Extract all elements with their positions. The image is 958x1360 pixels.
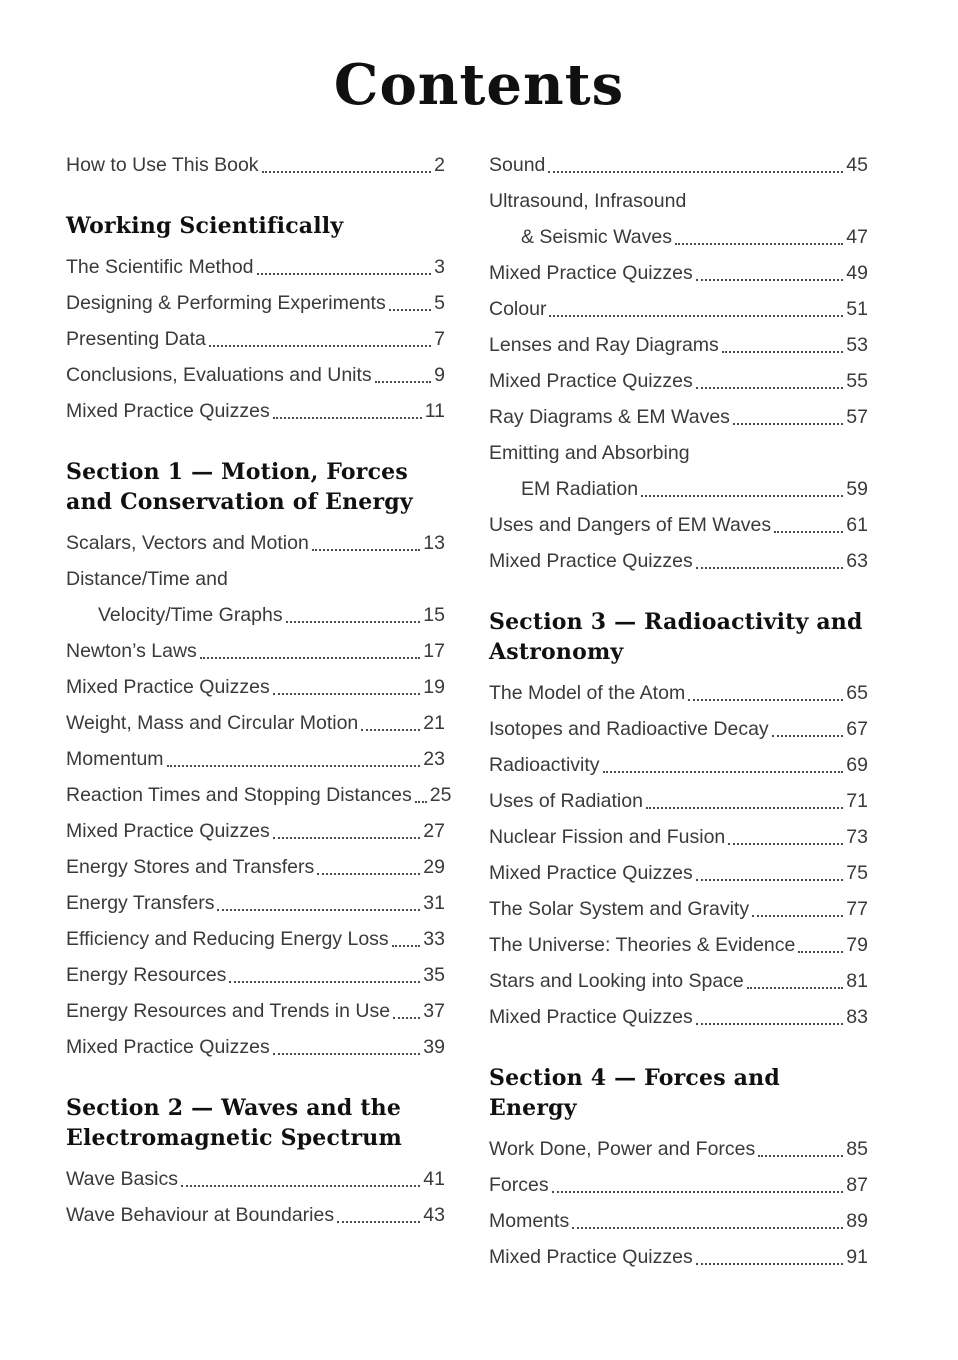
page-number: 13	[423, 532, 445, 554]
toc-entry	[66, 1036, 445, 1059]
page-number: 9	[434, 364, 445, 386]
toc-entry-first-line	[489, 442, 868, 465]
dot-leader	[273, 1053, 421, 1055]
entry-label: Mixed Practice Quizzes	[489, 1006, 693, 1028]
page-number: 65	[846, 682, 868, 704]
section-heading: Section 1 — Motion, Forces and Conservation of Energy	[66, 459, 413, 515]
entry-label: Lenses and Ray Diagrams	[489, 334, 719, 356]
entry-label: Ray Diagrams & EM Waves	[489, 406, 730, 428]
page-number: 49	[846, 262, 868, 284]
dot-leader	[646, 807, 843, 809]
entry-label: Reaction Times and Stopping Distances	[66, 784, 412, 806]
toc-entry	[489, 1246, 868, 1269]
toc-entry	[66, 820, 445, 843]
entry-label: Mixed Practice Quizzes	[66, 820, 270, 842]
entry-label: Newton’s Laws	[66, 640, 197, 662]
page-number: 25	[429, 784, 452, 806]
entry-label: The Model of the Atom	[489, 682, 686, 704]
page-number: 41	[423, 1168, 445, 1190]
toc-entry	[489, 550, 868, 573]
dot-leader	[758, 1155, 843, 1157]
page-number: 39	[423, 1036, 445, 1058]
dot-leader	[696, 567, 844, 569]
dot-leader	[312, 549, 421, 551]
page-number: 63	[846, 550, 868, 572]
dot-leader	[728, 843, 843, 845]
entry-label: Moments	[489, 1210, 570, 1232]
page-number: 47	[846, 226, 868, 248]
entry-label: The Scientific Method	[66, 256, 254, 278]
dot-leader	[675, 243, 843, 245]
dot-leader	[392, 945, 421, 947]
entry-label: Conclusions, Evaluations and Units	[66, 364, 372, 386]
page-number: 19	[423, 676, 445, 698]
entry-label: Mixed Practice Quizzes	[489, 370, 693, 392]
dot-leader	[696, 387, 844, 389]
page-number: 21	[423, 712, 445, 734]
page-number: 59	[846, 478, 868, 500]
toc-entry	[66, 604, 445, 627]
entry-label: Designing & Performing Experiments	[66, 292, 386, 314]
entry-label: Weight, Mass and Circular Motion	[66, 712, 359, 734]
dot-leader	[641, 495, 843, 497]
entry-label: Isotopes and Radioactive Decay	[489, 718, 769, 740]
dot-leader	[603, 771, 844, 773]
dot-leader	[217, 909, 420, 911]
toc-entry	[66, 532, 445, 555]
toc-entry	[66, 748, 445, 771]
entry-label: Energy Transfers	[66, 892, 215, 914]
page-number: 11	[424, 400, 445, 422]
entry-label: Mixed Practice Quizzes	[489, 1246, 693, 1268]
toc-entry	[66, 856, 445, 879]
dot-leader	[286, 621, 421, 623]
entry-label: Energy Resources	[66, 964, 227, 986]
toc-entry	[66, 1204, 445, 1227]
page-number: 2	[434, 154, 445, 176]
entry-label: & Seismic Waves	[521, 226, 672, 248]
page-number: 3	[434, 256, 445, 278]
dot-leader	[229, 981, 420, 983]
page-number: 67	[846, 718, 868, 740]
page-number: 17	[423, 640, 445, 662]
toc-entry	[489, 898, 868, 921]
toc-entry	[489, 754, 868, 777]
entry-label: Radioactivity	[489, 754, 600, 776]
dot-leader	[774, 531, 843, 533]
page-number: 5	[434, 292, 445, 314]
entry-label: Mixed Practice Quizzes	[66, 676, 270, 698]
entry-label: Mixed Practice Quizzes	[489, 862, 693, 884]
toc-entry-first-line	[66, 568, 445, 591]
toc-entry	[66, 400, 445, 423]
page-number: 29	[423, 856, 445, 878]
dot-leader	[688, 699, 843, 701]
entry-label: Presenting Data	[66, 328, 206, 350]
page-number: 83	[846, 1006, 868, 1028]
dot-leader	[273, 837, 421, 839]
page-number: 35	[423, 964, 445, 986]
toc-entry	[66, 712, 445, 735]
entry-label: Mixed Practice Quizzes	[66, 1036, 270, 1058]
toc-entry	[66, 154, 445, 177]
dot-leader	[375, 381, 431, 383]
dot-leader	[696, 1023, 844, 1025]
entry-label: How to Use This Book	[66, 154, 259, 176]
dot-leader	[696, 1263, 844, 1265]
entry-label: Mixed Practice Quizzes	[489, 550, 693, 572]
page-number: 61	[846, 514, 868, 536]
toc-entry	[489, 718, 868, 741]
section-heading: Working Scientifically	[66, 213, 344, 239]
section-heading: Section 4 — Forces and Energy	[489, 1065, 780, 1121]
dot-leader	[389, 309, 431, 311]
toc-entry	[489, 226, 868, 249]
dot-leader	[393, 1017, 420, 1019]
entry-label: Forces	[489, 1174, 549, 1196]
page-number: 45	[846, 154, 868, 176]
dot-leader	[200, 657, 421, 659]
toc-entry	[489, 862, 868, 885]
page-number: 89	[846, 1210, 868, 1232]
entry-label: Energy Stores and Transfers	[66, 856, 315, 878]
dot-leader	[549, 315, 843, 317]
page-number: 7	[434, 328, 445, 350]
toc-entry	[66, 1168, 445, 1191]
page-number: 75	[846, 862, 868, 884]
toc-entry	[489, 1006, 868, 1029]
dot-leader	[209, 345, 431, 347]
dot-leader	[552, 1191, 844, 1193]
dot-leader	[798, 951, 843, 953]
page-number: 55	[846, 370, 868, 392]
toc-entry	[489, 514, 868, 537]
page-number: 23	[423, 748, 445, 770]
toc-column-right	[489, 154, 868, 1282]
toc-entry	[66, 676, 445, 699]
dot-leader	[181, 1185, 420, 1187]
dot-leader	[572, 1227, 843, 1229]
dot-leader	[361, 729, 420, 731]
page-number: 81	[846, 970, 868, 992]
toc-entry	[489, 298, 868, 321]
entry-label: Efficiency and Reducing Energy Loss	[66, 928, 389, 950]
toc-entry	[66, 928, 445, 951]
dot-leader	[548, 171, 843, 173]
entry-label: Uses of Radiation	[489, 790, 643, 812]
page-number: 85	[846, 1138, 868, 1160]
entry-label: Mixed Practice Quizzes	[489, 262, 693, 284]
toc-columns	[66, 154, 892, 1282]
entry-label: EM Radiation	[521, 478, 639, 500]
entry-label: Mixed Practice Quizzes	[66, 400, 270, 422]
page-number: 91	[846, 1246, 868, 1268]
entry-label: Wave Behaviour at Boundaries	[66, 1204, 335, 1226]
toc-entry	[66, 256, 445, 279]
page-number: 71	[846, 790, 868, 812]
entry-label: Emitting and Absorbing	[489, 442, 690, 464]
toc-entry	[489, 478, 868, 501]
toc-entry	[66, 640, 445, 663]
dot-leader	[167, 765, 421, 767]
page-title: Contents	[333, 52, 625, 118]
page-number: 53	[846, 334, 868, 356]
toc-entry	[489, 334, 868, 357]
entry-label: Sound	[489, 154, 546, 176]
entry-label: Energy Resources and Trends in Use	[66, 1000, 391, 1022]
page-number: 43	[423, 1204, 445, 1226]
entry-label: Stars and Looking into Space	[489, 970, 744, 992]
dot-leader	[696, 279, 844, 281]
toc-entry	[66, 328, 445, 351]
dot-leader	[696, 879, 844, 881]
page-number: 15	[423, 604, 445, 626]
page-number: 73	[846, 826, 868, 848]
toc-entry	[489, 262, 868, 285]
dot-leader	[772, 735, 844, 737]
entry-label: The Universe: Theories & Evidence	[489, 934, 796, 956]
entry-label: Momentum	[66, 748, 164, 770]
toc-entry	[489, 1174, 868, 1197]
toc-entry-first-line	[489, 190, 868, 213]
entry-label: Work Done, Power and Forces	[489, 1138, 756, 1160]
toc-entry	[489, 370, 868, 393]
page-number: 57	[846, 406, 868, 428]
entry-label: Velocity/Time Graphs	[98, 604, 283, 626]
toc-entry	[66, 364, 445, 387]
toc-entry	[66, 892, 445, 915]
page-number: 51	[846, 298, 868, 320]
dot-leader	[752, 915, 843, 917]
section-heading: Section 2 — Waves and the Electromagnetic Spectrum	[66, 1095, 402, 1151]
toc-entry	[489, 682, 868, 705]
page-number: 87	[846, 1174, 868, 1196]
page-number: 69	[846, 754, 868, 776]
dot-leader	[722, 351, 844, 353]
entry-label: Scalars, Vectors and Motion	[66, 532, 309, 554]
dot-leader	[747, 987, 844, 989]
entry-label: Colour	[489, 298, 547, 320]
entry-label: Nuclear Fission and Fusion	[489, 826, 726, 848]
toc-entry	[66, 292, 445, 315]
page-number: 31	[423, 892, 445, 914]
entry-label: Wave Basics	[66, 1168, 178, 1190]
toc-entry	[489, 970, 868, 993]
toc-entry	[489, 1138, 868, 1161]
toc-entry	[489, 790, 868, 813]
entry-label: The Solar System and Gravity	[489, 898, 750, 920]
toc-entry	[489, 934, 868, 957]
page-number: 37	[423, 1000, 445, 1022]
dot-leader	[262, 171, 432, 173]
page-number: 27	[423, 820, 445, 842]
entry-label: Uses and Dangers of EM Waves	[489, 514, 772, 536]
dot-leader	[733, 423, 843, 425]
page-number: 33	[423, 928, 445, 950]
entry-label: Ultrasound, Infrasound	[489, 190, 687, 212]
toc-entry	[489, 826, 868, 849]
dot-leader	[273, 693, 421, 695]
toc-entry	[489, 154, 868, 177]
section-heading: Section 3 — Radioactivity and Astronomy	[489, 609, 863, 665]
toc-entry	[66, 964, 445, 987]
toc-column-left	[66, 154, 452, 1282]
dot-leader	[273, 417, 422, 419]
page-number: 79	[846, 934, 868, 956]
toc-entry	[489, 1210, 868, 1233]
page-number: 77	[846, 898, 868, 920]
entry-label: Distance/Time and	[66, 568, 228, 590]
dot-leader	[415, 801, 427, 803]
dot-leader	[317, 873, 420, 875]
dot-leader	[337, 1221, 420, 1223]
toc-entry	[66, 1000, 445, 1023]
toc-entry	[66, 784, 452, 807]
dot-leader	[257, 273, 432, 275]
toc-entry	[489, 406, 868, 429]
